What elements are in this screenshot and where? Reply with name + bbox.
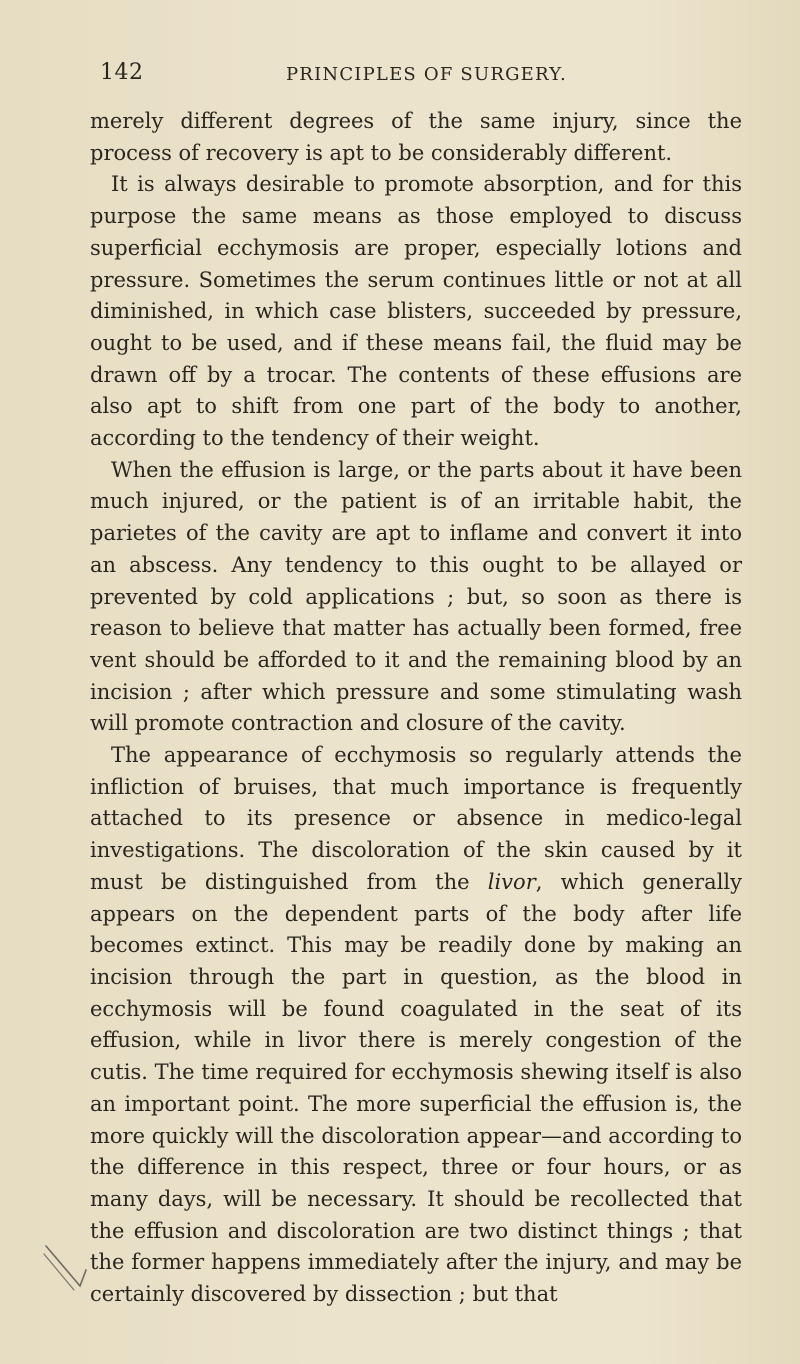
paragraph-4-part-2: , which generally appears on the dependent parts of the body after life becomes extinct. This may be readily done by making an incision through the part in question, as the blood in ecchymosis will be found coagulated in the seat of its effusion, while in livor there is merely congestion of the cutis. The time required for ecchymosis shewing itself is also an important point. The more superficial the effusion is, the more quickly will the discoloration appear—and according to the difference in this respect, three or four hours, or as many days, will be necessary. It should be recollected that the effusion and discoloration are two distinct things ; that the former happens immediately after the injury, and may be certainly discovered by dissection ; but that bbox=[90, 869, 742, 1307]
paragraph-3: When the effusion is large, or the parts about it have been much injured, or the patient is of an irritable habit, the parietes of the cavity are apt to inflame and convert it into an abscess. Any tendency to this ought to be allayed or prevented by cold applications ; but, so soon as there is reason to believe that matter has actually been formed, free vent should be afforded to it and the remaining blood by an incision ; after which pressure and some stimulating wash will promote contraction and closure of the cavity. bbox=[90, 457, 742, 736]
paragraph-1: merely different degrees of the same injury, since the process of recovery is apt to be considerably different. bbox=[90, 109, 742, 165]
paragraph-4-part-1: The appearance of ecchymosis so regularly attends the infliction of bruises, that much importance is frequently attached to its presence or absence in medico-legal investigations. The discoloration of the skin caused by it must be distinguished from the bbox=[90, 743, 742, 894]
running-head: PRINCIPLES OF SURGERY. bbox=[286, 64, 567, 85]
pencil-annotation-mark bbox=[40, 1240, 90, 1294]
body-text bbox=[90, 106, 742, 1311]
page-number: 142 bbox=[100, 60, 144, 85]
paragraph-2: It is always desirable to promote absorption, and for this purpose the same means as those employed to discuss superficial ecchymosis are proper, especially lotions and pressure. Sometimes the serum continues little or not at all diminished, in which case blisters, succeeded by pressure, ought to be used, and if these means fail, the fluid may be drawn off by a trocar. The contents of these effusions are also apt to shift from one part of the body to another, according to the tendency of their weight. bbox=[90, 172, 742, 451]
italic-term-livor: livor bbox=[487, 869, 536, 894]
paragraph-4 bbox=[90, 740, 742, 1311]
page-header bbox=[0, 60, 800, 94]
